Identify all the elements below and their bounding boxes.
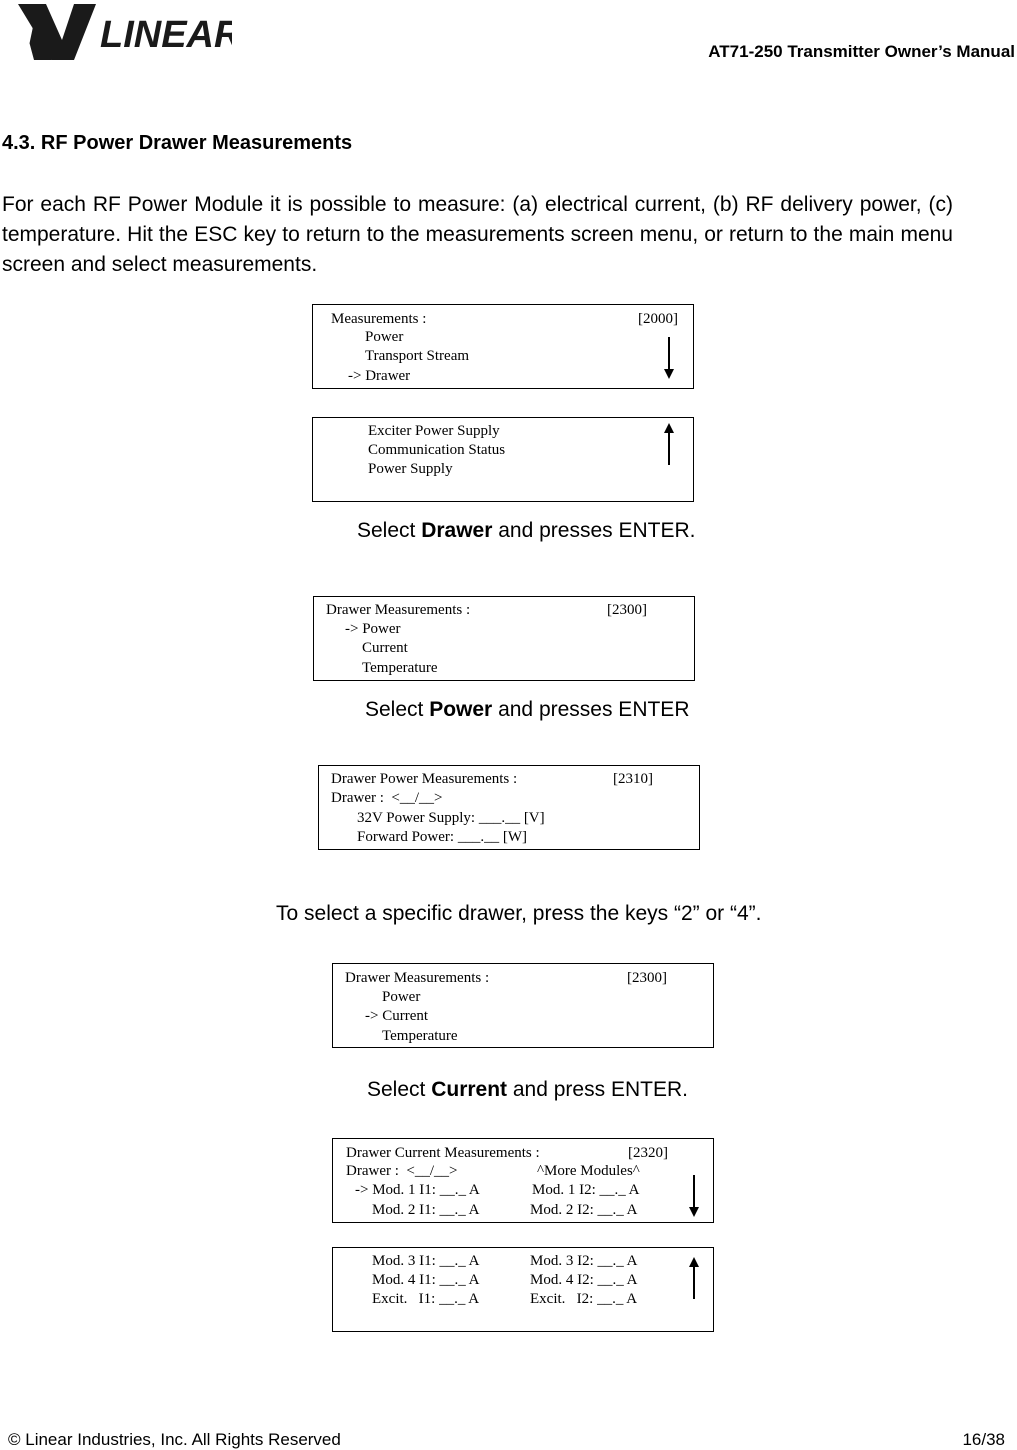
menu-item-temperature: Temperature xyxy=(362,660,438,676)
caption-select-current: Select Current and press ENTER. xyxy=(367,1078,688,1101)
menu-item-current: Current xyxy=(362,640,408,656)
mod2-i1-readout: Mod. 2 I1: __._ A xyxy=(372,1202,480,1218)
caption-select-power: Select Power and presses ENTER xyxy=(365,698,690,721)
exciter-i1-readout: Excit. I1: __._ A xyxy=(372,1291,480,1307)
scroll-up-arrow-icon xyxy=(688,1257,700,1299)
more-modules-label: ^More Modules^ xyxy=(537,1163,640,1179)
mod4-i2-readout: Mod. 4 I2: __._ A xyxy=(530,1272,638,1288)
screen-title: Drawer Measurements : xyxy=(345,970,490,986)
mod2-i2-readout: Mod. 2 I2: __._ A xyxy=(530,1202,638,1218)
lcd-screen-drawer-measurements-current xyxy=(332,963,714,1048)
lcd-screen-drawer-measurements xyxy=(313,596,695,681)
mod1-i1-readout: -> Mod. 1 I1: __._ A xyxy=(355,1182,480,1198)
screen-title: Measurements : xyxy=(331,311,427,327)
menu-item-transport-stream: Transport Stream xyxy=(365,348,470,364)
lcd-screen-measurements-page2 xyxy=(312,417,694,502)
document-title: AT71-250 Transmitter Owner’s Manual xyxy=(708,42,1015,61)
forward-power-readout: Forward Power: ___.__ [W] xyxy=(357,829,527,845)
drawer-selector: Drawer : <__/__> xyxy=(346,1163,458,1179)
menu-item-communication-status: Communication Status xyxy=(368,442,506,458)
menu-item-power-supply: Power Supply xyxy=(368,461,453,477)
screen-code: [2000] xyxy=(638,311,678,327)
menu-item-power-selected: -> Power xyxy=(345,621,401,637)
mod3-i2-readout: Mod. 3 I2: __._ A xyxy=(530,1253,638,1269)
exciter-i2-readout: Excit. I2: __._ A xyxy=(530,1291,638,1307)
section-title: 4.3. RF Power Drawer Measurements xyxy=(2,132,353,154)
menu-item-drawer-selected: -> Drawer xyxy=(348,368,411,384)
screen-code: [2310] xyxy=(613,771,653,787)
screen-title: Drawer Current Measurements : xyxy=(346,1145,540,1161)
screen-code: [2300] xyxy=(627,970,667,986)
caption-select-drawer-keys: To select a specific drawer, press the keys “2” or “4”. xyxy=(276,902,762,925)
mod1-i2-readout: Mod. 1 I2: __._ A xyxy=(532,1182,640,1198)
scroll-down-arrow-icon xyxy=(688,1175,700,1217)
logo-wordmark: LINEAR xyxy=(100,14,232,56)
lcd-screen-drawer-current-measurements xyxy=(332,1138,714,1223)
screen-code: [2300] xyxy=(607,602,647,618)
lcd-screen-measurements xyxy=(312,304,694,389)
menu-item-power: Power xyxy=(382,989,421,1005)
menu-item-power: Power xyxy=(365,329,404,345)
scroll-down-arrow-icon xyxy=(663,337,675,379)
screen-title: Drawer Measurements : xyxy=(326,602,471,618)
power-supply-readout: 32V Power Supply: ___.__ [V] xyxy=(357,810,545,826)
screen-code: [2320] xyxy=(628,1145,668,1161)
footer-copyright: © Linear Industries, Inc. All Rights Reserved xyxy=(8,1430,341,1449)
scroll-up-arrow-icon xyxy=(663,423,675,465)
drawer-selector: Drawer : <__/__> xyxy=(331,790,443,806)
menu-item-exciter-power-supply: Exciter Power Supply xyxy=(368,423,500,439)
menu-item-temperature: Temperature xyxy=(382,1028,458,1044)
footer-page-number: 16/38 xyxy=(962,1430,1005,1449)
menu-item-current-selected: -> Current xyxy=(365,1008,429,1024)
intro-paragraph: For each RF Power Module it is possible to measure: (a) electrical current, (b) RF delivery power, (c) temperature. Hit the ESC key to return to the measurements screen menu, or return to the main menu screen and select measurements. xyxy=(2,193,953,276)
mod4-i1-readout: Mod. 4 I1: __._ A xyxy=(372,1272,480,1288)
linear-logo xyxy=(12,0,232,64)
caption-select-drawer: Select Drawer and presses ENTER. xyxy=(357,519,696,542)
screen-title: Drawer Power Measurements : xyxy=(331,771,518,787)
logo-mark-icon xyxy=(16,4,96,60)
mod3-i1-readout: Mod. 3 I1: __._ A xyxy=(372,1253,480,1269)
lcd-screen-drawer-current-measurements-page2 xyxy=(332,1247,714,1332)
lcd-screen-drawer-power-measurements xyxy=(318,765,700,850)
